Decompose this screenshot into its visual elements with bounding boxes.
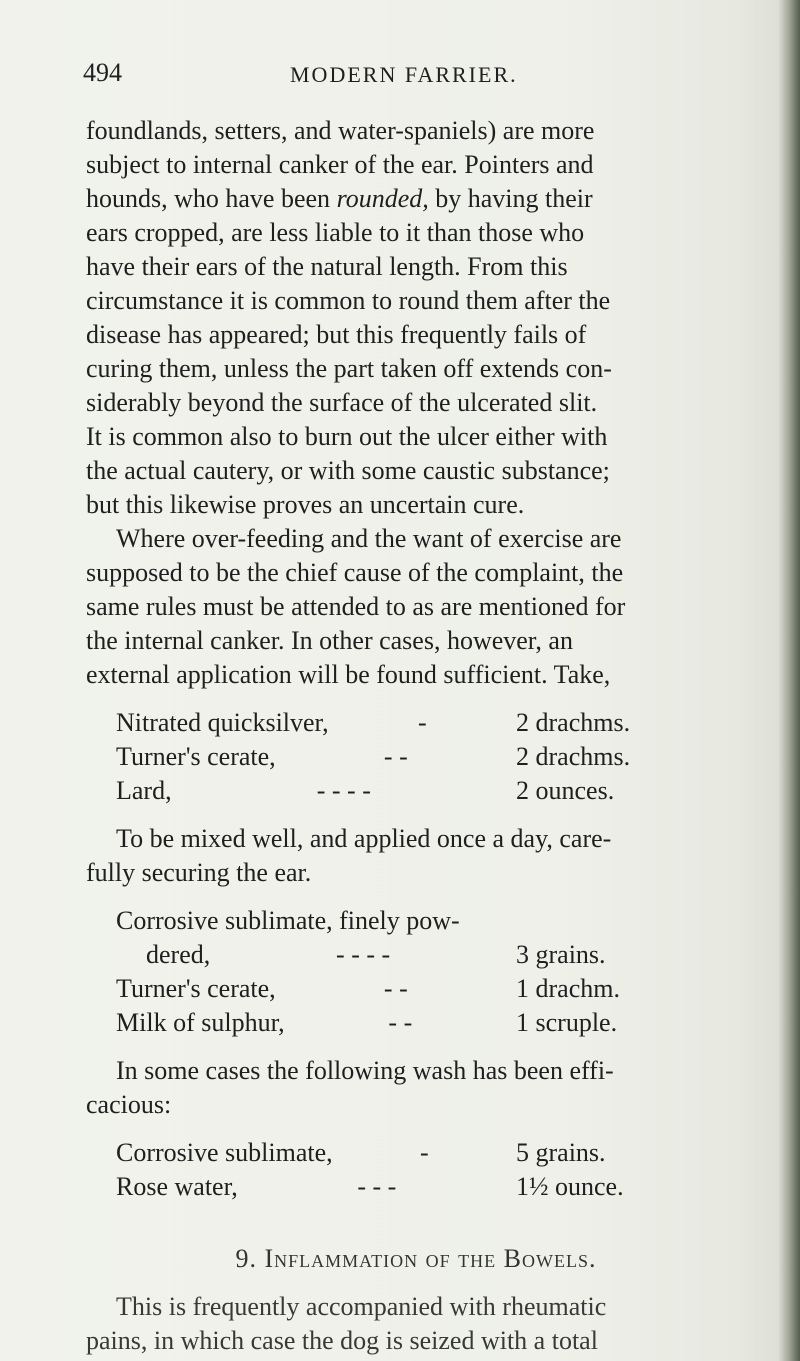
text-line-with-italic [86,182,746,216]
paragraph-5 [86,1290,746,1358]
quantity: 5 grains. [516,1138,606,1167]
paragraph-1 [86,114,746,522]
text-line: have their ears of the natural length. From this [86,252,568,281]
quantity: 3 grains. [516,940,606,969]
paragraph-4 [86,1054,746,1122]
recipe-row [116,972,686,1006]
text-line: curing them, unless the part taken off extends con- [86,354,612,383]
text-line: siderably beyond the surface of the ulcerated slit. [86,388,598,417]
text-line: Where over-feeding and the want of exercise are [116,524,622,553]
recipe-row [116,740,686,774]
recipe-row [116,904,686,938]
paragraph-3 [86,822,746,890]
ingredient: Turner's cerate, [116,742,276,771]
page-edge-shadow [778,0,800,1361]
text-line: supposed to be the chief cause of the complaint, the [86,558,624,587]
recipe-row [116,938,686,972]
text-line: disease has appeared; but this frequently fails of [86,320,587,349]
leader-dashes: - - - - [336,940,391,969]
page-header [0,58,800,98]
leader-dashes: - - [388,1008,413,1037]
quantity: 2 drachms. [516,708,631,737]
text-line: In some cases the following wash has been effi- [116,1056,614,1085]
italic-word: rounded, [336,184,429,213]
text-line: ears cropped, are less liable to it than those who [86,218,585,247]
quantity: 1 scruple. [516,1008,618,1037]
running-head: MODERN FARRIER. [290,62,518,87]
paragraph-2 [86,522,746,692]
quantity: 2 drachms. [516,742,631,771]
ingredient: Rose water, [116,1172,238,1201]
text-line: It is common also to burn out the ulcer either with [86,422,608,451]
text-line: cacious: [86,1090,172,1119]
text-line: but this likewise proves an uncertain cure. [86,490,525,519]
section-heading: 9. Inflammation of the Bowels. [235,1244,597,1273]
recipe-3 [116,1136,686,1204]
text-line: To be mixed well, and applied once a day, care- [116,824,612,853]
recipe-1 [116,706,686,808]
recipe-row [116,1170,686,1204]
recipe-row [116,1006,686,1040]
text-line: circumstance it is common to round them after the [86,286,611,315]
recipe-row [116,774,686,808]
ingredient: Lard, [116,776,172,805]
text-line: foundlands, setters, and water-spaniels) are more [86,116,595,145]
leader-dashes: - [418,708,427,737]
recipe-2 [116,904,686,1040]
text-line: the internal canker. In other cases, however, an [86,626,573,655]
leader-dashes: - - - [357,1172,397,1201]
ingredient: Corrosive sublimate, finely pow- [116,906,460,935]
ingredient: Turner's cerate, [116,974,276,1003]
text-line: This is frequently accompanied with rheumatic [116,1292,607,1321]
recipe-row [116,1136,686,1170]
text-line: fully securing the ear. [86,858,312,887]
body-text [86,114,746,1358]
text-line: pains, in which case the dog is seized with a total [86,1326,598,1355]
ingredient: Milk of sulphur, [116,1008,285,1037]
page-number: 494 [83,58,122,87]
ingredient: Nitrated quicksilver, [116,708,329,737]
ingredient: Corrosive sublimate, [116,1138,333,1167]
text-line: external application will be found sufficient. Take, [86,660,611,689]
leader-dashes: - - [383,974,408,1003]
quantity: 1 drachm. [516,974,620,1003]
leader-dashes: - - [383,742,408,771]
text-span: by having their [435,184,593,213]
text-line: subject to internal canker of the ear. Pointers and [86,150,594,179]
text-line: same rules must be attended to as are mentioned for [86,592,626,621]
quantity: 2 ounces. [516,776,615,805]
leader-dashes: - [419,1138,429,1167]
ingredient: dered, [146,940,211,969]
recipe-row [116,706,686,740]
quantity: 1½ ounce. [516,1172,624,1201]
leader-dashes: - - - - [316,776,371,805]
text-line: the actual cautery, or with some caustic substance; [86,456,610,485]
text-span: hounds, who have been [86,184,331,213]
